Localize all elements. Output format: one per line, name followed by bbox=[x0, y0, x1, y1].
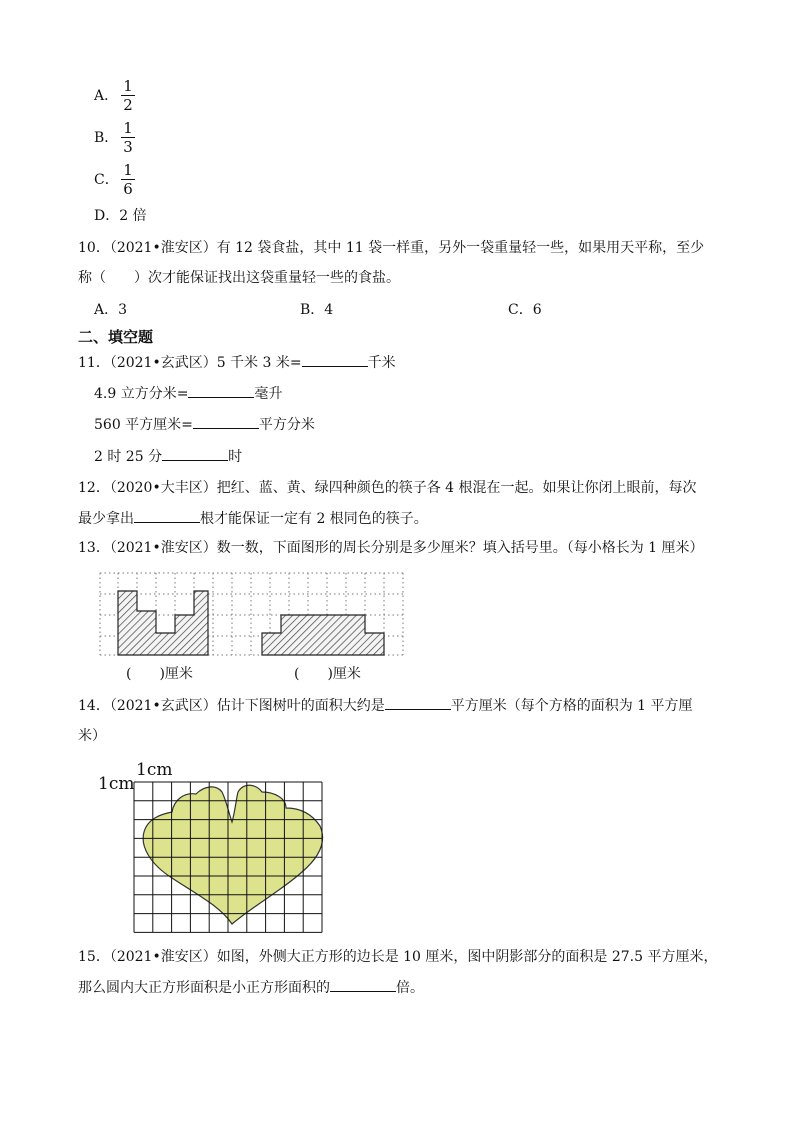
answer-blank[interactable] bbox=[188, 383, 254, 398]
q11-line2-unit: 毫升 bbox=[254, 386, 283, 402]
caption-right: ( )厘米 bbox=[294, 666, 361, 681]
q10-line1: 10．（2021•淮安区）有 12 袋食盐，其中 11 袋一样重，另外一袋重量轻一些，如果用天平称，至少 bbox=[78, 240, 705, 256]
label-top-1cm: 1cm bbox=[136, 760, 173, 780]
section-title-fill-in: 二、填空题 bbox=[78, 328, 154, 346]
answer-blank[interactable] bbox=[330, 977, 396, 992]
q11-line2 bbox=[94, 383, 282, 404]
q11-line3 bbox=[94, 414, 315, 435]
q11-line1-unit: 千米 bbox=[367, 355, 396, 371]
right-shape bbox=[262, 615, 384, 655]
q15-line2-text: 那么圆内大正方形面积是小正方形面积的 bbox=[78, 980, 330, 996]
square-grid bbox=[134, 782, 322, 932]
q11-line3-unit: 平方分米 bbox=[258, 417, 315, 433]
q11-line1-text: 11．（2021•玄武区）5 千米 3 米= bbox=[78, 355, 302, 371]
q12-line2-text: 最少拿出 bbox=[78, 511, 134, 527]
left-shape bbox=[118, 591, 208, 655]
fraction-numerator: 1 bbox=[123, 161, 133, 179]
leaf-grid-figure bbox=[96, 756, 332, 936]
caption-left: ( )厘米 bbox=[126, 666, 193, 681]
answer-blank[interactable] bbox=[385, 695, 451, 710]
q14-line1 bbox=[78, 695, 693, 716]
fraction-one-third bbox=[121, 120, 135, 155]
option-c-label: C． bbox=[94, 172, 119, 188]
fraction-numerator: 1 bbox=[123, 77, 133, 95]
fraction-denominator: 2 bbox=[123, 96, 133, 114]
q14-line1-tail: 平方厘米（每个方格的面积为 1 平方厘 bbox=[450, 698, 693, 714]
q12-line1: 12．（2020•大丰区）把红、蓝、黄、绿四种颜色的筷子各 4 根混在一起。如果让你闭上眼前，每次 bbox=[78, 480, 697, 496]
q12-line2-tail: 根才能保证一定有 2 根同色的筷子。 bbox=[200, 511, 428, 527]
q14-line1-text: 14．（2021•玄武区）估计下图树叶的面积大约是 bbox=[78, 698, 385, 714]
answer-blank[interactable] bbox=[134, 508, 200, 523]
q11-line3-text: 560 平方厘米= bbox=[94, 417, 193, 433]
q15-line2 bbox=[78, 977, 424, 998]
q11-line4-text: 2 时 25 分 bbox=[94, 449, 163, 465]
option-d-label: D．2 倍 bbox=[94, 208, 147, 224]
q15-line1: 15．（2021•淮安区）如图，外侧大正方形的边长是 10 厘米，图中阴影部分的面积是 27.5 平方厘米， bbox=[78, 949, 718, 965]
fraction-denominator: 3 bbox=[123, 138, 133, 156]
fraction-numerator: 1 bbox=[123, 119, 133, 137]
label-left-1cm: 1cm bbox=[98, 774, 135, 794]
fraction-denominator: 6 bbox=[123, 180, 133, 198]
q15-line2-tail: 倍。 bbox=[396, 980, 424, 996]
option-b-label: B． bbox=[94, 130, 119, 146]
q10-option-c: C．6 bbox=[508, 302, 542, 318]
q14-line2: 米） bbox=[78, 728, 106, 744]
q10-line2: 称（ ）次才能保证找出这袋重量轻一些的食盐。 bbox=[78, 270, 400, 286]
perimeter-figure bbox=[98, 569, 410, 681]
q10-option-b: B．4 bbox=[300, 302, 334, 318]
option-a-label: A． bbox=[94, 88, 119, 104]
q11-line2-text: 4.9 立方分米= bbox=[94, 386, 189, 402]
q10-option-a: A．3 bbox=[94, 302, 128, 318]
fraction-one-half bbox=[121, 78, 135, 113]
q13-line1: 13．（2021•淮安区）数一数，下面图形的周长分别是多少厘米？填入括号里。（每小格长为 1 厘米） bbox=[78, 540, 704, 556]
answer-blank[interactable] bbox=[302, 352, 368, 367]
fraction-one-sixth bbox=[121, 162, 135, 197]
q11-line1 bbox=[78, 352, 396, 373]
q11-line4 bbox=[94, 446, 242, 467]
answer-blank[interactable] bbox=[193, 414, 259, 429]
answer-blank[interactable] bbox=[162, 446, 228, 461]
leaf-shape bbox=[143, 785, 322, 924]
q11-line4-unit: 时 bbox=[228, 449, 243, 465]
q12-line2 bbox=[78, 508, 428, 529]
